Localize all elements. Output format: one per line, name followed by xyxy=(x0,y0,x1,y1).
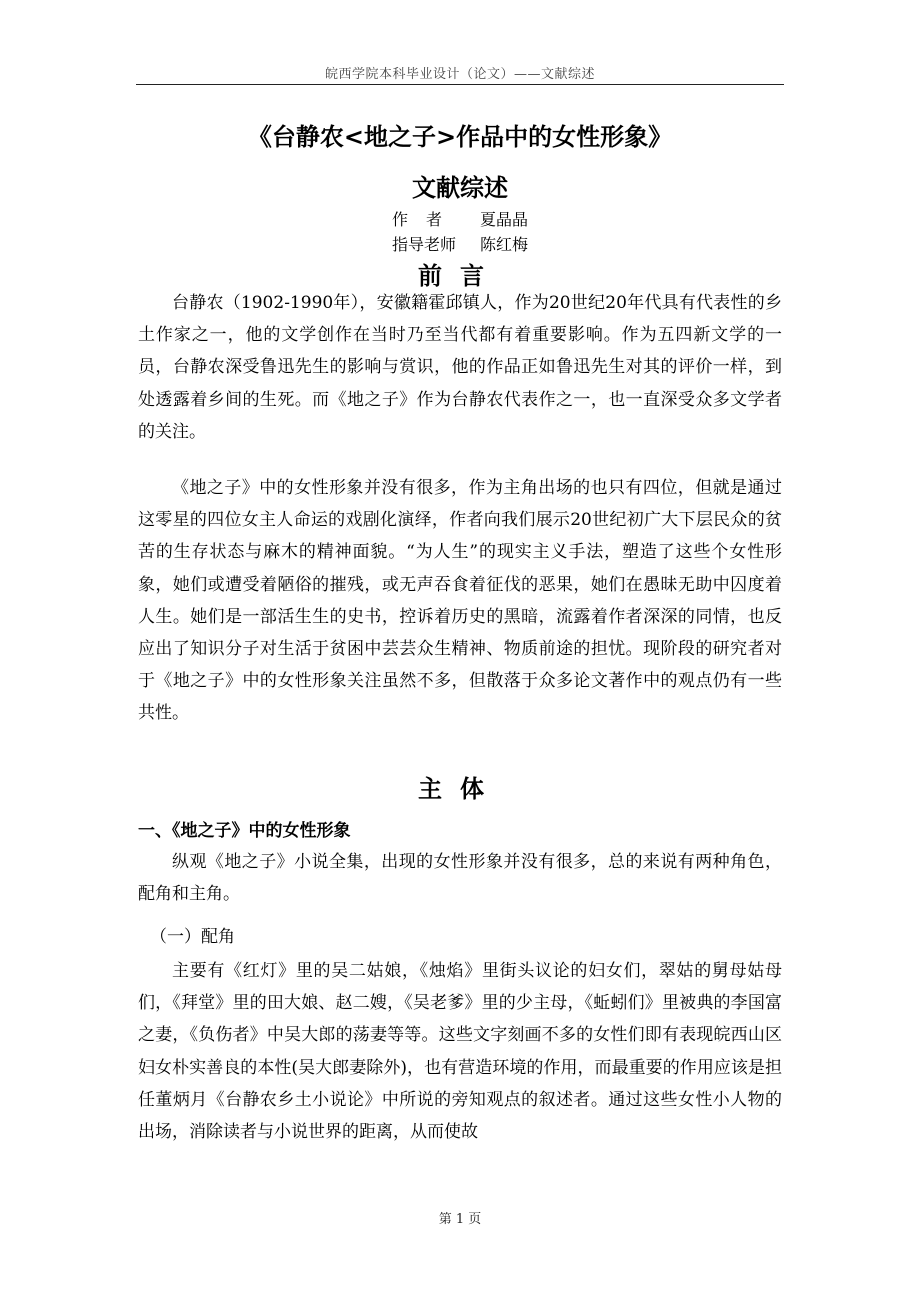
document-subtitle: 文献综述 xyxy=(412,174,508,202)
section-heading: 一、《地之子》中的女性形象 xyxy=(138,821,351,841)
subsection-heading: （一）配角 xyxy=(150,927,235,947)
advisor-label: 指导老师 xyxy=(392,235,457,254)
page-number: 第 1 页 xyxy=(438,1212,482,1227)
preface-paragraph-2: 《地之子》中的女性形象并没有很多，作为主角出场的也只有四位，但就是通过这零星的四位女主人命运的戏剧化演绎，作者向我们展示20世纪初广大下层民众的贫苦的生存状态与麻木的精神面貌。“为人生”的现实主义手法，塑造了这些个女性形象，她们或遭受着陋俗的摧残，或无声吞食着征伐的恶果，她们在愚昧无助中囚度着人生。她们是一部活生生的史书，控诉着历史的黑暗，流露着作者深深的同情，也反应出了知识分子对生活于贫困中芸芸众生精神、物质前途的担忧。现阶段的研究者对于《地之子》中的女性形象关注虽然不多，但散落于众多论文著作中的观点仍有一些共性。 xyxy=(138,478,782,724)
document-title: 《台静农<地之子>作品中的女性形象》 xyxy=(247,123,673,151)
subsection-paragraph: 主要有《红灯》里的吴二姑娘，《烛焰》里街头议论的妇女们，翠姑的舅母姑母们，《拜堂》里的田大娘、赵二嫂，《吴老爹》里的少主母，《蚯蚓们》里被典的李国富之妻，《负伤者》中吴大郎的荡妻等等。这些文字刻画不多的女性们即有表现皖西山区妇女朴实善良的本性(吴大郎妻除外)，也有营造环境的作用，而最重要的作用应该是担任董炳月《台静农乡土小说论》中所说的旁知观点的叙述者。通过这些女性小人物的出场，消除读者与小说世界的距离，从而使故 xyxy=(138,961,782,1143)
section-intro-paragraph: 纵观《地之子》小说全集，出现的女性形象并没有很多，总的来说有两种角色，配角和主角。 xyxy=(138,852,782,905)
author-label: 作者 xyxy=(392,210,461,229)
preface-paragraph-1: 台静农（1902-1990年），安徽籍霍邱镇人，作为20世纪20年代具有代表性的乡土作家之一，他的文学创作在当时乃至当代都有着重要影响。作为五四新文学的一员，台静农深受鲁迅先生的影响与赏识，他的作品正如鲁迅先生对其的评价一样，到处透露着乡间的生死。而《地之子》作为台静农代表作之一，也一直深受众多文学者的关注。 xyxy=(138,293,782,442)
author-name: 夏晶晶 xyxy=(480,210,529,229)
body-heading: 主体 xyxy=(418,775,502,803)
advisor-name: 陈红梅 xyxy=(480,235,529,254)
header-divider xyxy=(136,84,784,85)
advisor-line xyxy=(392,232,528,255)
preface-heading: 前言 xyxy=(418,262,502,290)
author-line xyxy=(392,207,528,230)
running-header: 皖西学院本科毕业设计（论文）——文献综述 xyxy=(324,67,595,82)
